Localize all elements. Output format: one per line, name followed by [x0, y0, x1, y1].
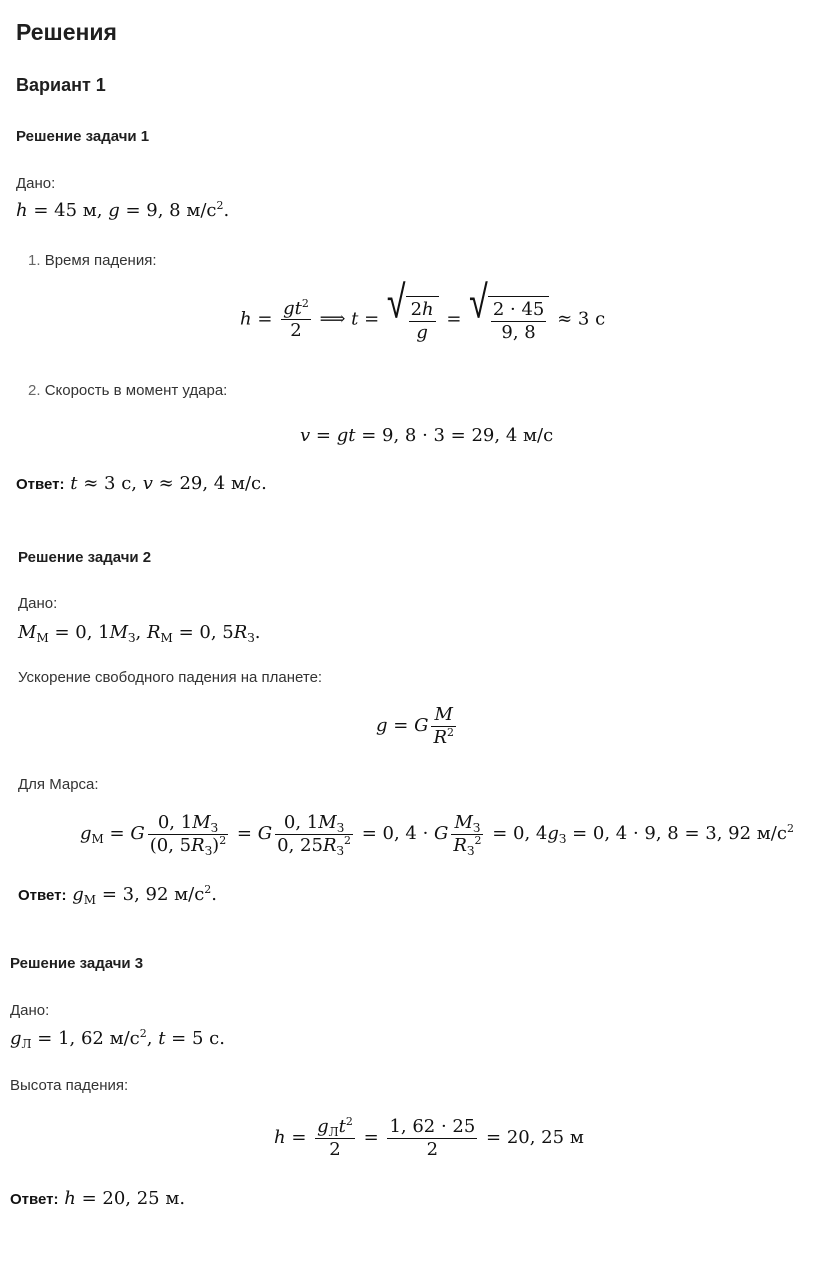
task2-answer-label: Ответ:: [18, 887, 67, 904]
task1-step2: [28, 382, 227, 399]
page-title: Решения: [16, 19, 117, 45]
task1-title: Решение задачи 1: [16, 128, 150, 145]
task1-time-formula: h = $\frac{gt^2}{2}$ ⟹ t = √ $\frac{2h}{g}$ = √ $\frac{2 \cdot 45}{9, 8}$ ≈ 3 с: [240, 275, 606, 343]
task1-answer: Ответ: t ≈ 3 с, v ≈ 29, 4 м/с.: [16, 473, 267, 494]
task3-given-formula: $g_Л = 1$, 62 $м/с^2$, t = 5 с.: [10, 1027, 225, 1051]
task2-accel-label: Ускорение свободного падения на планете:: [18, 669, 323, 686]
task2-title: Решение задачи 2: [18, 549, 152, 566]
task1-given-label: Дано:: [16, 175, 56, 192]
task3-given-label: Дано:: [10, 1002, 50, 1019]
task2-answer: Ответ: $g_М = 3$, 92 $м/с^2$.: [18, 883, 218, 907]
task3-height-formula: h = $\frac{g_Лt^2}{2}$ = $\frac{1, 62 \cdot 25}{2}$ = 20, 25 м: [274, 1115, 584, 1160]
task1-given-formula: h = 45 м, g = 9, 8 $м/с^2$.: [16, 199, 230, 221]
task3-title: Решение задачи 3: [10, 955, 144, 972]
task3-answer-label: Ответ:: [10, 1191, 59, 1208]
task1-velocity-formula: v = gt = 9, 8 · 3 = 29, 4 м/с: [300, 425, 554, 446]
task3-answer: Ответ: h = 20, 25 м.: [10, 1188, 186, 1209]
task2-given-label: Дано:: [18, 595, 58, 612]
variant-title: Вариант 1: [16, 75, 106, 95]
task2-mars-label: Для Марса:: [18, 776, 99, 793]
task1-answer-label: Ответ:: [16, 476, 65, 493]
task1-step1: [28, 252, 157, 269]
task1-step1-label: Время падения:: [44, 252, 157, 269]
task1-step2-number: 2.: [28, 382, 41, 399]
task2-mars-formula: $g_М = G$ $\frac{0, 1M_З}{(0, 5R_З)^2}$ = G $\frac{0, 1M_З}{0, 25R_З^2}$ = 0, 4 · G $\frac{M_З}{R_З^2}$ = 0, $4g_З = 0$, 4 · 9, 8 = 3, 92 $м/с^2$: [80, 812, 794, 858]
task2-given-formula: $M_М = 0$, $1M_З$, $R_М = 0$, $5R_З$.: [18, 622, 261, 645]
task1-step1-number: 1.: [28, 252, 41, 269]
task1-step2-label: Скорость в момент удара:: [44, 382, 228, 399]
task2-gravity-formula: g = G $\frac{M}{R^2}$: [376, 704, 455, 748]
task3-height-label: Высота падения:: [10, 1077, 129, 1094]
